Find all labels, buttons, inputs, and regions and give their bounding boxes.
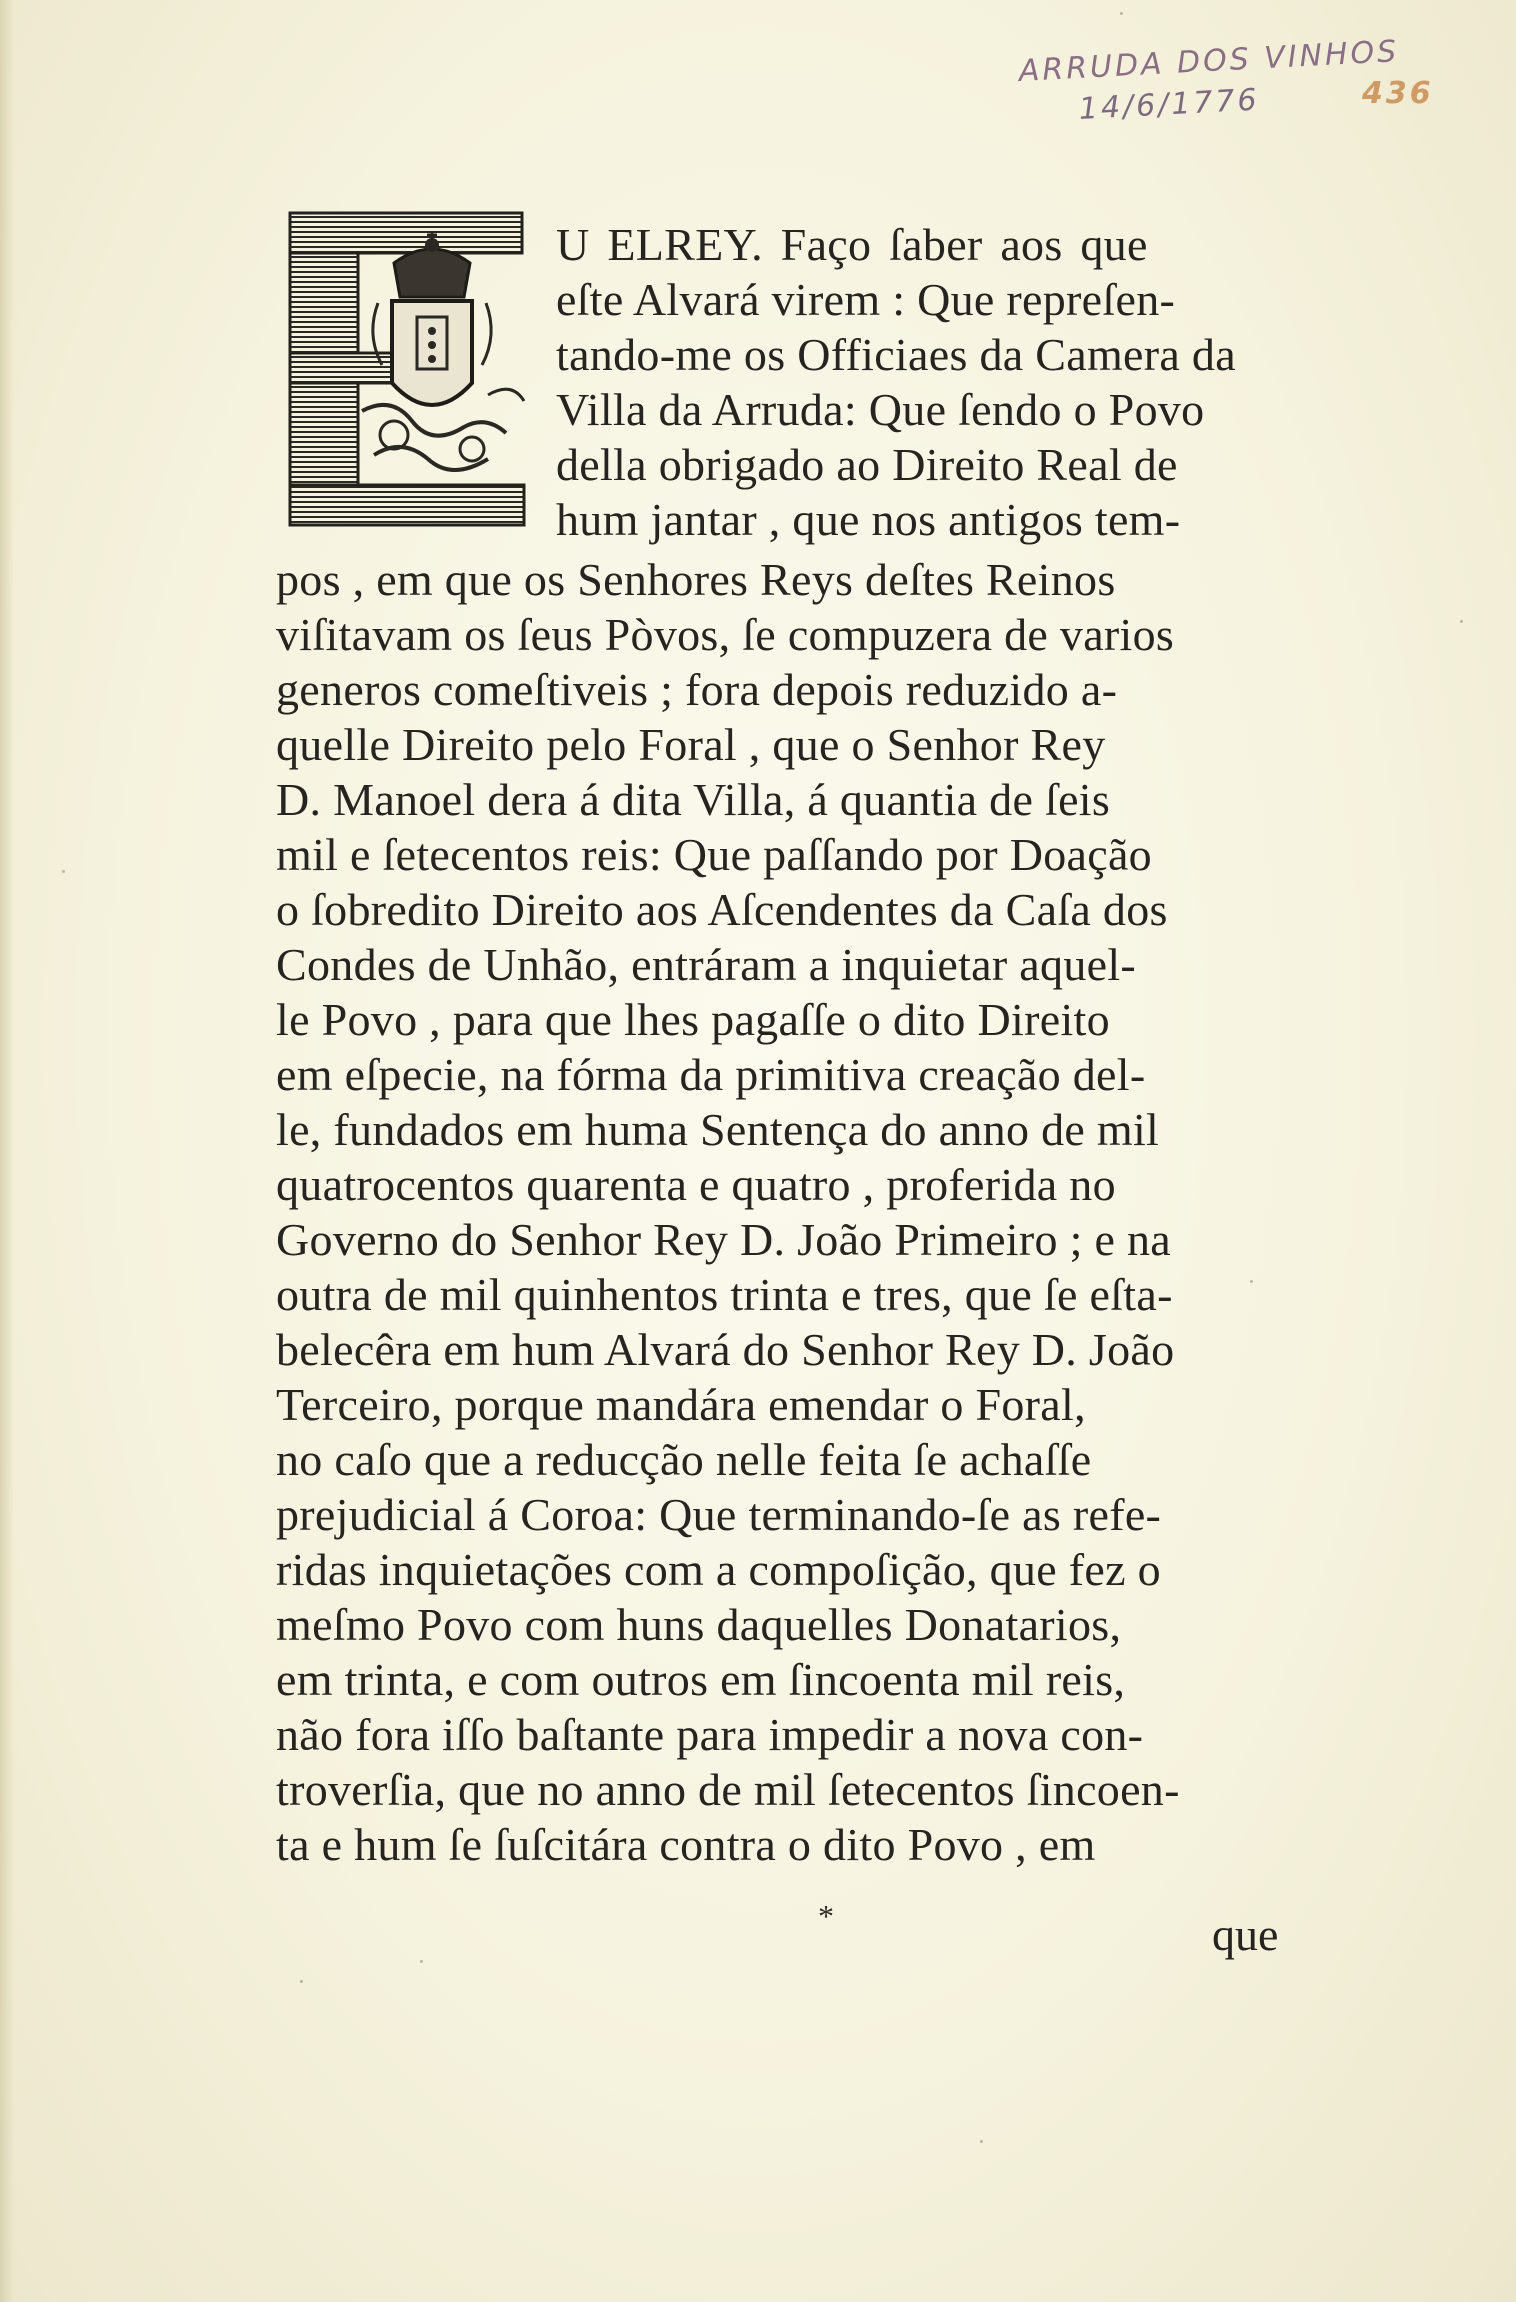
handwritten-place-note: ARRUDA DOS VINHOS [1018, 34, 1400, 89]
text-line: U ELREY. Faço ſaber aos que [556, 219, 1148, 270]
text-line: le Povo , para que lhes pagaſſe o dito Direito [276, 994, 1110, 1045]
text-line: prejudicial á Coroa: Que terminando-ſe as refe- [276, 1489, 1162, 1540]
text-line: hum jantar , que nos antigos tem- [556, 494, 1181, 545]
text-line: meſmo Povo com huns daquelles Donatarios, [276, 1599, 1122, 1650]
handwritten-date-note: 14/6/1776 [1078, 82, 1261, 127]
text-line: ta e hum ſe ſuſcitára contra o dito Povo , em [276, 1819, 1096, 1870]
text-line: outra de mil quinhentos trinta e tres, que ſe eſta- [276, 1269, 1173, 1320]
text-line: o ſobredito Direito aos Aſcendentes da Caſa dos [276, 884, 1168, 935]
text-line: generos comeſtiveis ; fora depois reduzido a- [276, 664, 1118, 715]
text-line: troverſia, que no anno de mil ſetecentos ſincoen- [276, 1764, 1180, 1815]
text-line: Condes de Unhão, entráram a inquietar aquel- [276, 939, 1137, 990]
signature-mark: * [818, 1898, 834, 1934]
text-line: no caſo que a reducção nelle feita ſe achaſſe [276, 1434, 1092, 1485]
text-line: viſitavam os ſeus Pòvos, ſe compuzera de varios [276, 609, 1175, 660]
handwritten-folio-number: 436 [1362, 76, 1434, 111]
text-line: não fora iſſo baſtante para impedir a nova con- [276, 1709, 1144, 1760]
text-line: em trinta, e com outros em ſincoenta mil reis, [276, 1654, 1126, 1705]
text-line: eſte Alvará virem : Que repreſen- [556, 274, 1176, 325]
text-line: D. Manoel dera á dita Villa, á quantia de ſeis [276, 774, 1111, 825]
text-line: belecêra em hum Alvará do Senhor Rey D. João [276, 1324, 1175, 1375]
catchword: que [1212, 1909, 1279, 1960]
text-line: pos , em que os Senhores Reys deſtes Reinos [276, 554, 1116, 605]
text-line: quelle Direito pelo Foral , que o Senhor Rey [276, 719, 1106, 770]
text-line: quatrocentos quarenta e quatro , proferida no [276, 1159, 1116, 1210]
text-line: ridas inquietações com a compoſição, que fez o [276, 1544, 1161, 1595]
text-line: em eſpecie, na fórma da primitiva creação del- [276, 1049, 1146, 1100]
text-line: della obrigado ao Direito Real de [556, 439, 1178, 490]
text-line: Governo do Senhor Rey D. João Primeiro ; e na [276, 1214, 1172, 1265]
text-line: Villa da Arruda: Que ſendo o Povo [556, 384, 1205, 435]
text-line: Terceiro, porque mandára emendar o Foral, [276, 1379, 1086, 1430]
text-line: tando-me os Officiaes da Camera da [556, 329, 1236, 380]
text-line: le, fundados em huma Sentença do anno de mil [276, 1104, 1160, 1155]
text-line: mil e ſetecentos reis: Que paſſando por Doação [276, 829, 1152, 880]
